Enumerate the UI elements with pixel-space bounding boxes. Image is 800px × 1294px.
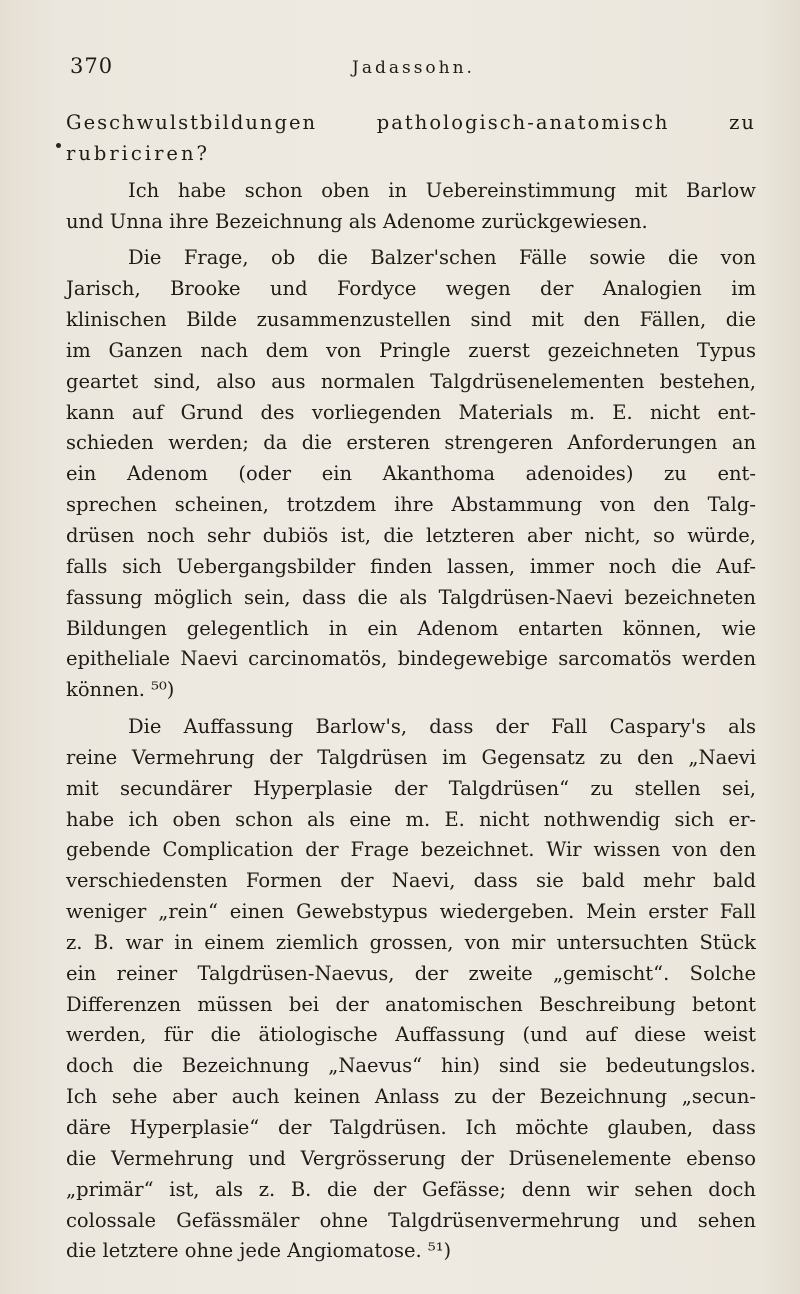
text-line: ein Adenom (oder ein Akanthoma adenoides) zu ent-: [66, 462, 756, 486]
page-header: [64, 48, 754, 88]
text-line: Geschwulstbildungen pathologisch-anatomisch zu: [66, 111, 756, 134]
text-line: gebende Complication der Frage bezeichnet. Wir wissen von den: [66, 838, 756, 862]
text-line: Jarisch, Brooke und Fordyce wegen der Analogien im: [66, 277, 756, 301]
text-line: können. ⁵⁰): [66, 678, 175, 702]
text-line: schieden werden; da die ersteren strengeren Anforderungen an: [66, 431, 756, 455]
paragraph: [66, 243, 756, 706]
text-line: doch die Bezeichnung „Naevus“ hin) sind sie bedeutungslos.: [66, 1054, 756, 1078]
text-line: verschiedensten Formen der Naevi, dass sie bald mehr bald: [66, 869, 756, 893]
text-line: Differenzen müssen bei der anatomischen Beschreibung betont: [66, 992, 756, 1016]
text-line: däre Hyperplasie“ der Talgdrüsen. Ich möchte glauben, dass: [66, 1116, 756, 1139]
text-line: im Ganzen nach dem von Pringle zuerst gezeichneten Typus: [66, 338, 756, 362]
text-line: rubriciren?: [66, 141, 210, 165]
text-line: weniger „rein“ einen Gewebstypus wiedergeben. Mein erster Fall: [66, 900, 756, 924]
text-line: Die Auffassung Barlow's, dass der Fall Caspary's als: [128, 715, 756, 739]
text-line: reine Vermehrung der Talgdrüsen im Gegensatz zu den „Naevi: [66, 745, 756, 769]
text-line: Ich sehe aber auch keinen Anlass zu der Bezeichnung „secun-: [66, 1085, 756, 1109]
text-line: sprechen scheinen, trotzdem ihre Abstammung von den Talg-: [66, 493, 756, 517]
text-line: „primär“ ist, als z. B. die der Gefässe; denn wir sehen doch: [66, 1177, 756, 1201]
text-line: die Vermehrung und Vergrösserung der Drüsenelemente ebenso: [66, 1146, 756, 1170]
text-line: z. B. war in einem ziemlich grossen, von mir untersuchten Stück: [66, 930, 756, 954]
text-line: und Unna ihre Bezeichnung als Adenome zurückgewiesen.: [66, 209, 648, 233]
margin-dot-mark: [56, 143, 61, 148]
text-line: fassung möglich sein, dass die als Talgdrüsen-Naevi bezeichneten: [66, 585, 756, 609]
paragraph: [66, 712, 756, 1267]
text-line: werden, für die ätiologische Auffassung (und auf diese weist: [66, 1023, 756, 1047]
text-line: Ich habe schon oben in Uebereinstimmung mit Barlow: [128, 178, 756, 202]
text-line: Bildungen gelegentlich in ein Adenom entarten können, wie: [66, 616, 756, 640]
text-line: Die Frage, ob die Balzer'schen Fälle sowie die von: [128, 246, 756, 270]
text-line: geartet sind, also aus normalen Talgdrüsenelementen bestehen,: [66, 369, 756, 393]
paragraph: [66, 176, 756, 238]
text-line: kann auf Grund des vorliegenden Materials m. E. nicht ent-: [66, 400, 756, 424]
text-line: falls sich Uebergangsbilder finden lassen, immer noch die Auf-: [66, 554, 756, 578]
body-text: [66, 108, 756, 1267]
text-line: epitheliale Naevi carcinomatös, bindegewebige sarcomatös werden: [66, 647, 756, 671]
text-line: mit secundärer Hyperplasie der Talgdrüsen“ zu stellen sei,: [66, 776, 756, 800]
text-line: ein reiner Talgdrüsen-Naevus, der zweite „gemischt“. Solche: [66, 961, 756, 985]
text-line: klinischen Bilde zusammenzustellen sind mit den Fällen, die: [66, 308, 756, 332]
text-line: colossale Gefässmäler ohne Talgdrüsenvermehrung und sehen: [66, 1208, 756, 1232]
page-number: 370: [70, 54, 114, 78]
text-line: drüsen noch sehr dubiös ist, die letzteren aber nicht, so würde,: [66, 523, 756, 547]
text-line: habe ich oben schon als eine m. E. nicht nothwendig sich er-: [66, 807, 756, 831]
paragraph: [66, 108, 756, 170]
text-line: die letztere ohne jede Angiomatose. ⁵¹): [66, 1239, 452, 1263]
running-head: Jadassohn.: [352, 58, 475, 78]
